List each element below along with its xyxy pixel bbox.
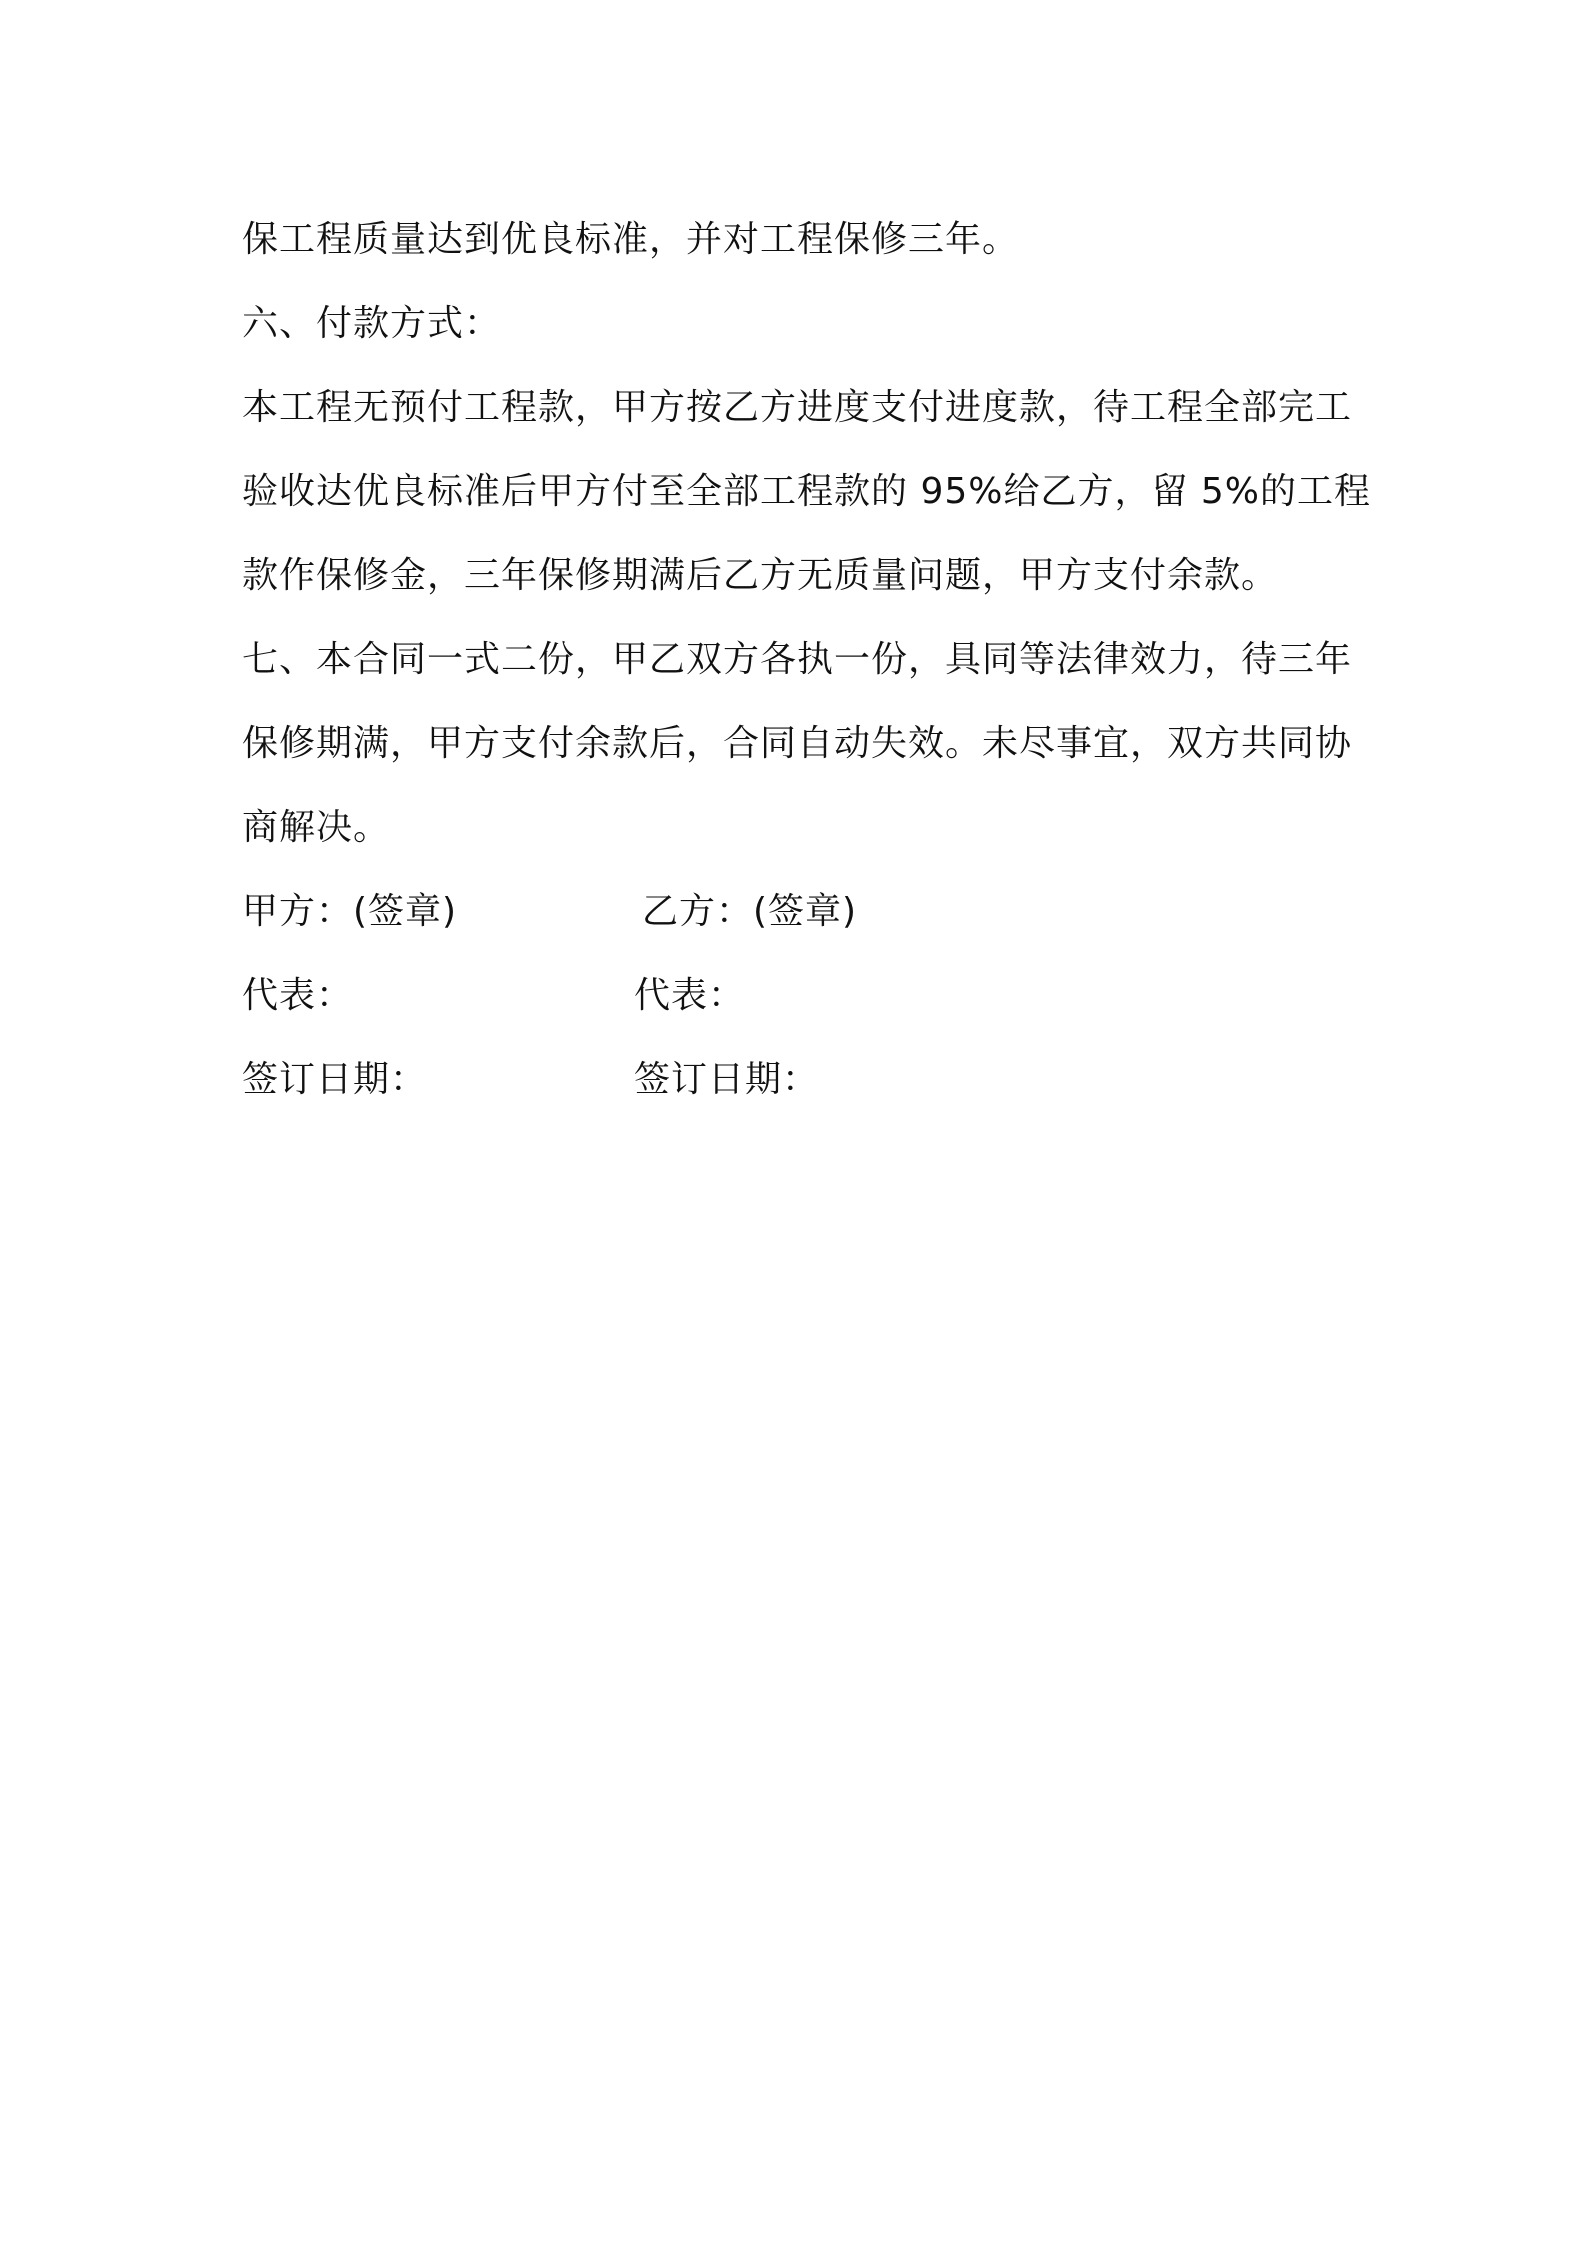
- warranty-clause-continuation: [242, 198, 1362, 282]
- document-body: [242, 198, 1372, 1122]
- party-b-seal-label: 乙方：(签章): [642, 891, 858, 932]
- text-line: 保工程质量达到优良标准，并对工程保修三年。: [242, 219, 1020, 260]
- text-line: 七、本合同一式二份，甲乙双方各执一份，具同等法律效力，待三年: [242, 639, 1353, 680]
- party-a-date-label: 签订日期：: [242, 1059, 428, 1100]
- text-line: 款作保修金，三年保修期满后乙方无质量问题，甲方支付余款。: [242, 555, 1279, 596]
- text-line: 商解决。: [242, 807, 391, 848]
- text-line: 本工程无预付工程款，甲方按乙方进度支付进度款，待工程全部完工: [242, 387, 1353, 428]
- text-line: 保修期满，甲方支付余款后，合同自动失效。未尽事宜，双方共同协: [242, 723, 1353, 764]
- party-b-date-label: 签订日期：: [634, 1059, 820, 1100]
- seal-row: [242, 870, 1362, 954]
- signature-block: [242, 870, 1362, 1122]
- section-seven-paragraph: [242, 618, 1362, 870]
- party-b-representative-label: 代表：: [634, 975, 746, 1016]
- text-line: 验收达优良标准后甲方付至全部工程款的 95%给乙方，留 5%的工程: [242, 471, 1372, 512]
- party-a-seal-label: 甲方：(签章): [242, 891, 458, 932]
- section-six-heading: [242, 282, 1362, 366]
- payment-terms-paragraph: [242, 366, 1372, 618]
- signing-date-row: [242, 1038, 1362, 1122]
- party-a-representative-label: 代表：: [242, 975, 354, 1016]
- representative-row: [242, 954, 1362, 1038]
- text-line: 六、付款方式：: [242, 303, 502, 344]
